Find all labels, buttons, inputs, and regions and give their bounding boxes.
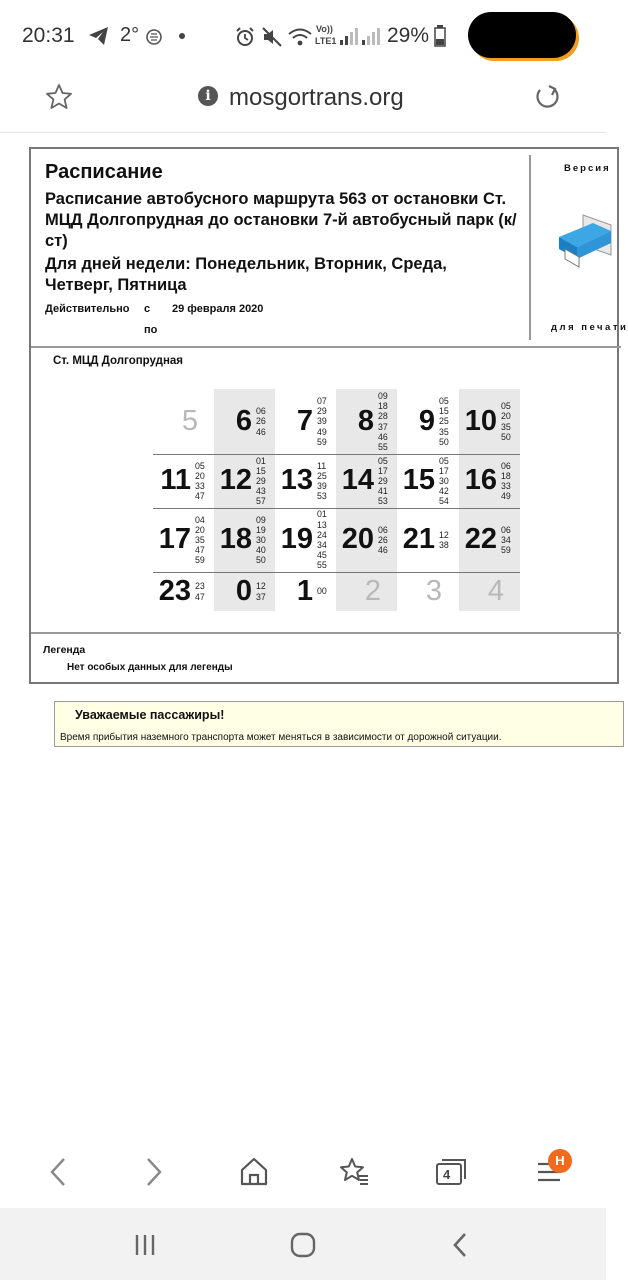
schedule-minute: 18 — [501, 470, 511, 481]
schedule-minute: 49 — [501, 491, 511, 502]
valid-to-label: по — [144, 324, 158, 336]
schedule-row-line — [153, 572, 520, 573]
schedule-minutes — [256, 581, 266, 601]
schedule-hour: 18 — [219, 523, 252, 555]
schedule-minute: 33 — [195, 481, 205, 491]
days-title: Для дней недели: Понедельник, Вторник, Среда, Четверг, Пятница — [45, 255, 447, 294]
schedule-minute: 35 — [439, 426, 449, 437]
print-label[interactable]: для печати — [551, 322, 628, 333]
schedule-hour-cell — [214, 389, 275, 454]
schedule-minutes — [378, 391, 388, 452]
schedule-row-line — [153, 454, 520, 455]
valid-label: Действительно — [45, 303, 130, 315]
legend-text: Нет особых данных для легенды — [67, 662, 233, 673]
site-info-icon[interactable]: i — [198, 86, 218, 106]
schedule-hour-cell — [275, 572, 336, 611]
schedule-minute: 05 — [195, 460, 205, 471]
schedule-minute: 35 — [195, 534, 205, 545]
schedule-minute: 45 — [317, 550, 327, 561]
schedule-hour: 20 — [341, 523, 374, 555]
schedule-hour-cell — [153, 508, 214, 572]
browser-toolbar — [0, 1140, 606, 1208]
schedule-hour-cell — [336, 454, 397, 508]
route-title: Расписание автобусного маршрута 563 от остановки Ст. МЦД Долгопрудная до остановки 7-й автобусный парк (к/ст) — [45, 190, 517, 250]
schedule-minute: 35 — [501, 421, 511, 432]
mute-icon — [261, 26, 283, 48]
schedule-minute: 07 — [317, 396, 327, 406]
schedule-hour-cell — [153, 389, 214, 454]
schedule-hour-cell — [397, 389, 458, 454]
status-temperature: 2° — [120, 24, 140, 46]
passenger-notice — [54, 701, 624, 747]
schedule-minute: 30 — [439, 475, 449, 486]
schedule-minute: 47 — [195, 491, 205, 502]
schedule-minute: 09 — [378, 390, 388, 401]
schedule-hour: 12 — [219, 464, 252, 496]
schedule-minute: 25 — [317, 470, 327, 481]
schedule-card — [29, 147, 628, 684]
status-time: 20:31 — [22, 24, 75, 47]
schedule-minute: 39 — [317, 416, 327, 427]
page-title: Расписание — [45, 161, 163, 183]
schedule-minute: 15 — [439, 406, 449, 417]
valid-from-date: 29 февраля 2020 — [172, 303, 264, 315]
wifi-icon — [287, 26, 313, 48]
schedule-minute: 37 — [378, 421, 388, 432]
status-bar — [0, 0, 606, 74]
schedule-minutes — [256, 406, 266, 437]
schedule-minute: 17 — [378, 465, 388, 476]
tabs-count[interactable]: 4 — [443, 1167, 451, 1182]
schedule-minute: 40 — [256, 545, 266, 556]
schedule-hour-cell — [397, 572, 458, 611]
schedule-minute: 59 — [501, 545, 511, 556]
schedule-minute: 26 — [378, 534, 388, 545]
legend-title: Легенда — [43, 644, 86, 656]
schedule-hour: 7 — [296, 404, 313, 437]
schedule-hour: 0 — [235, 574, 252, 607]
schedule-minute: 04 — [195, 514, 205, 525]
schedule-minute: 41 — [378, 486, 388, 497]
schedule-hour: 8 — [357, 404, 374, 437]
schedule-hour-cell — [275, 508, 336, 572]
schedule-minute: 06 — [501, 460, 511, 471]
back-button-icon[interactable] — [449, 1231, 473, 1259]
signal-2-icon — [361, 26, 381, 46]
schedule-minutes — [317, 509, 327, 570]
volte-label: Vo)) — [316, 24, 333, 34]
reload-icon[interactable] — [532, 82, 562, 112]
schedule-minute: 43 — [256, 486, 266, 497]
schedule-minute: 20 — [195, 470, 205, 481]
schedule-minutes — [256, 515, 266, 566]
schedule-hour: 11 — [160, 464, 191, 496]
schedule-minute: 19 — [256, 524, 266, 535]
battery-percent: 29% — [387, 24, 430, 47]
schedule-minutes — [195, 581, 205, 601]
schedule-minute: 59 — [317, 436, 327, 447]
valid-from-label: с — [144, 303, 151, 315]
schedule-hour: 1 — [296, 574, 313, 607]
schedule-minute: 46 — [378, 545, 388, 556]
schedule-minutes — [256, 456, 266, 507]
signal-icon — [339, 26, 359, 46]
url-text[interactable]: mosgortrans.org — [229, 84, 404, 111]
schedule-minute: 34 — [501, 534, 511, 545]
schedule-minutes — [317, 461, 327, 502]
schedule-minute: 29 — [317, 406, 327, 417]
schedule-minute: 09 — [256, 514, 266, 525]
schedule-minute: 05 — [501, 401, 511, 412]
schedule-minute: 54 — [439, 496, 449, 507]
schedule-minute: 11 — [317, 460, 327, 471]
schedule-minute: 46 — [378, 431, 388, 442]
schedule-minute: 05 — [439, 455, 449, 466]
schedule-minute: 01 — [256, 455, 266, 466]
schedule-hour: 4 — [487, 574, 504, 607]
schedule-minute: 15 — [256, 465, 266, 476]
home-button-icon[interactable] — [289, 1231, 317, 1259]
schedule-minute: 55 — [378, 441, 388, 452]
schedule-minute: 05 — [439, 396, 449, 406]
schedule-minute: 06 — [378, 524, 388, 535]
bookmarks-icon[interactable] — [338, 1156, 370, 1188]
schedule-hour-cell — [214, 572, 275, 611]
schedule-hour: 13 — [280, 464, 313, 496]
schedule-minute: 13 — [317, 519, 327, 530]
address-bar — [0, 74, 606, 133]
schedule-minutes — [317, 586, 327, 596]
schedule-minute: 37 — [256, 591, 266, 602]
weather-icon — [145, 28, 163, 46]
schedule-minute: 28 — [378, 411, 388, 422]
schedule-minute: 53 — [317, 491, 327, 502]
schedule-minute: 42 — [439, 486, 449, 497]
schedule-hour: 19 — [280, 523, 313, 555]
schedule-minutes — [317, 396, 327, 447]
schedule-minute: 06 — [256, 406, 266, 417]
schedule-row-line — [153, 508, 520, 509]
print-version-label[interactable]: Версия — [564, 163, 611, 174]
schedule-minute: 29 — [256, 475, 266, 486]
legend-separator — [31, 632, 621, 634]
schedule-minute: 20 — [501, 411, 511, 422]
schedule-hour-cell — [275, 389, 336, 454]
schedule-minute: 17 — [439, 465, 449, 476]
schedule-minute: 24 — [317, 529, 327, 540]
schedule-hour: 23 — [158, 574, 191, 607]
schedule-hour: 5 — [181, 404, 198, 437]
schedule-minute: 53 — [378, 496, 388, 507]
schedule-minute: 18 — [378, 401, 388, 412]
printer-icon[interactable] — [553, 211, 613, 281]
schedule-minutes — [501, 401, 511, 442]
schedule-minutes — [501, 525, 511, 556]
schedule-hour-cell — [397, 454, 458, 508]
schedule-minutes — [439, 396, 449, 447]
header-divider — [529, 155, 531, 340]
schedule-minute: 25 — [439, 416, 449, 427]
network-label: LTE1 — [315, 36, 337, 46]
schedule-hour-cell — [459, 389, 520, 454]
alarm-icon — [234, 26, 256, 48]
schedule-minute: 12 — [439, 529, 449, 540]
schedule-minute: 57 — [256, 496, 266, 507]
schedule-minutes — [501, 461, 511, 502]
schedule-minute: 34 — [317, 540, 327, 550]
notice-title: Уважаемые пассажиры! — [75, 708, 225, 722]
schedule-hour: 9 — [418, 404, 435, 437]
schedule-minutes — [439, 530, 449, 550]
tabs-icon[interactable] — [434, 1156, 468, 1188]
schedule-hour-cell — [336, 572, 397, 611]
schedule-hour-cell — [459, 572, 520, 611]
schedule-hour: 15 — [402, 464, 435, 496]
schedule-hour: 2 — [364, 574, 381, 607]
schedule-hour: 6 — [235, 404, 252, 437]
notification-pill — [468, 12, 576, 58]
schedule-hour-cell — [153, 572, 214, 611]
notice-text: Время прибытия наземного транспорта может меняться в зависимости от дорожной ситуации. — [60, 732, 502, 743]
schedule-minute: 46 — [256, 426, 266, 437]
schedule-minutes — [439, 456, 449, 507]
schedule-minute: 29 — [378, 475, 388, 486]
schedule-minute: 23 — [195, 581, 205, 592]
schedule-minute: 26 — [256, 416, 266, 427]
schedule-hour: 16 — [464, 464, 497, 496]
schedule-minute: 33 — [501, 481, 511, 491]
schedule-minute: 47 — [195, 591, 205, 602]
schedule-minute: 49 — [317, 426, 327, 437]
schedule-hour: 17 — [158, 523, 191, 555]
schedule-hour-cell — [336, 508, 397, 572]
schedule-minute: 50 — [256, 555, 266, 566]
schedule-hour: 14 — [341, 464, 374, 496]
schedule-minute: 05 — [378, 455, 388, 466]
schedule-minutes — [378, 525, 388, 556]
schedule-hour-cell — [459, 454, 520, 508]
schedule-minute: 20 — [195, 524, 205, 535]
schedule-hour-cell — [336, 389, 397, 454]
schedule-minutes — [195, 461, 205, 502]
header-separator — [31, 346, 621, 348]
bookmark-star-icon[interactable] — [44, 82, 74, 112]
back-arrow-icon[interactable] — [44, 1156, 72, 1188]
schedule-minute: 50 — [439, 436, 449, 447]
schedule-hour-cell — [275, 454, 336, 508]
schedule-minutes — [378, 456, 388, 507]
schedule-minute: 06 — [501, 524, 511, 535]
schedule-minute: 47 — [195, 545, 205, 556]
schedule-minute: 30 — [256, 534, 266, 545]
schedule-minute: 59 — [195, 555, 205, 566]
schedule-minute: 50 — [501, 431, 511, 442]
recent-apps-icon[interactable] — [132, 1232, 158, 1258]
schedule-minute: 12 — [256, 581, 266, 592]
schedule-hour-cell — [214, 454, 275, 508]
schedule-minutes — [195, 515, 205, 566]
stop-name: Ст. МЦД Долгопрудная — [53, 355, 184, 367]
schedule-hour: 3 — [425, 574, 442, 607]
forward-arrow-icon[interactable] — [140, 1156, 168, 1188]
schedule-hour: 21 — [402, 523, 435, 555]
schedule-hour-cell — [397, 508, 458, 572]
schedule-hour: 22 — [464, 523, 497, 555]
schedule-hour: 10 — [464, 404, 497, 437]
system-nav-bar — [0, 1208, 606, 1280]
schedule-minute: 39 — [317, 481, 327, 491]
schedule-hour-cell — [214, 508, 275, 572]
home-icon[interactable] — [239, 1156, 269, 1188]
notification-dot — [179, 33, 185, 39]
menu-badge[interactable]: H — [548, 1149, 572, 1173]
schedule-minute: 01 — [317, 509, 327, 520]
schedule-minute: 55 — [317, 560, 327, 571]
schedule-hour-cell — [153, 454, 214, 508]
schedule-minute: 38 — [439, 540, 449, 550]
schedule-minute: 00 — [317, 586, 327, 597]
schedule-hour-cell — [459, 508, 520, 572]
telegram-icon — [88, 26, 110, 46]
battery-icon — [434, 25, 446, 47]
